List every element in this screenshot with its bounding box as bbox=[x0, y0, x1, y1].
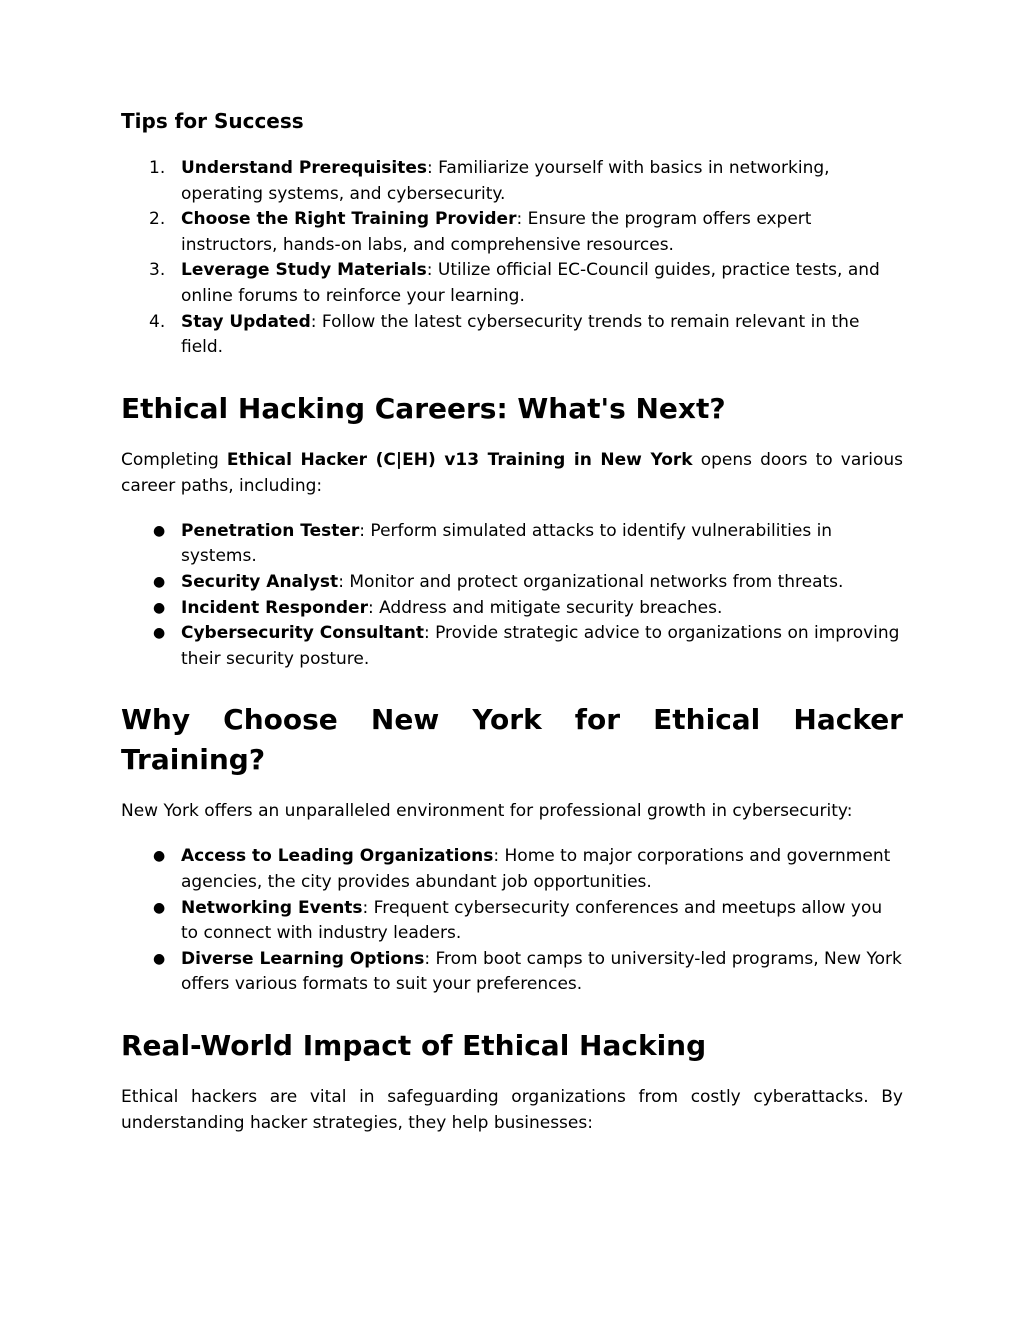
list-item bbox=[121, 207, 903, 258]
newyork-list bbox=[121, 844, 903, 998]
tips-list bbox=[121, 156, 903, 361]
item-term: Security Analyst bbox=[181, 571, 339, 592]
list-item bbox=[121, 947, 903, 998]
item-text: : Familiarize yourself with basics in networking, operating systems, and cybersecurity. bbox=[181, 158, 830, 204]
bullet-icon: ● bbox=[153, 899, 166, 916]
item-text: : Monitor and protect organizational networks from threats. bbox=[338, 571, 844, 592]
item-term: Diverse Learning Options bbox=[181, 948, 425, 969]
careers-intro-end: opens doors to various career paths, including: bbox=[121, 449, 903, 496]
item-text: : Ensure the program offers expert instructors, hands-on labs, and comprehensive resources. bbox=[181, 209, 812, 255]
bullet-icon: ● bbox=[153, 848, 166, 865]
list-item bbox=[121, 596, 903, 622]
careers-heading: Ethical Hacking Careers: What's Next? bbox=[121, 391, 726, 425]
tips-heading: Tips for Success bbox=[121, 109, 304, 133]
item-text: : Provide strategic advice to organizations on improving their security posture. bbox=[181, 623, 900, 669]
document-page bbox=[121, 108, 903, 1156]
bullet-icon: ● bbox=[153, 625, 166, 642]
list-number: 4. bbox=[149, 311, 166, 332]
list-item bbox=[121, 621, 903, 672]
list-item bbox=[121, 156, 903, 207]
item-term: Understand Prerequisites bbox=[181, 158, 428, 178]
item-term: Cybersecurity Consultant bbox=[181, 623, 424, 644]
list-number: 3. bbox=[149, 260, 166, 281]
list-item bbox=[121, 570, 903, 596]
item-term: Penetration Tester bbox=[181, 520, 360, 541]
item-text: : Address and mitigate security breaches. bbox=[367, 597, 723, 618]
newyork-intro: New York offers an unparalleled environment for professional growth in cybersecurity: bbox=[121, 801, 853, 822]
item-text: : Utilize official EC-Council guides, practice tests, and online forums to reinforce your learning. bbox=[181, 260, 880, 306]
list-number: 2. bbox=[149, 209, 166, 230]
careers-intro-start: Completing bbox=[121, 449, 227, 470]
careers-list bbox=[121, 519, 903, 673]
bullet-icon: ● bbox=[153, 522, 166, 539]
item-text: : Perform simulated attacks to identify vulnerabilities in systems. bbox=[181, 520, 833, 567]
item-term: Networking Events bbox=[181, 897, 363, 918]
bullet-icon: ● bbox=[153, 599, 166, 616]
list-item bbox=[121, 844, 903, 895]
newyork-heading: Why Choose New York for Ethical Hacker Training? bbox=[121, 703, 903, 777]
item-text: : Frequent cybersecurity conferences and meetups allow you to connect with industry leaders. bbox=[181, 897, 883, 944]
impact-heading: Real-World Impact of Ethical Hacking bbox=[121, 1028, 707, 1062]
list-number: 1. bbox=[149, 158, 166, 178]
item-term: Access to Leading Organizations bbox=[181, 846, 494, 867]
careers-intro-bold: Ethical Hacker (C|EH) v13 Training in New York bbox=[226, 449, 693, 470]
item-term: Choose the Right Training Provider bbox=[181, 209, 517, 230]
item-term: Leverage Study Materials bbox=[181, 260, 427, 281]
item-term: Incident Responder bbox=[181, 597, 368, 618]
list-item bbox=[121, 310, 903, 361]
item-text: : From boot camps to university-led programs, New York offers various formats to suit your preferences. bbox=[181, 948, 902, 995]
careers-intro bbox=[121, 447, 903, 499]
list-item bbox=[121, 258, 903, 309]
impact-intro: Ethical hackers are vital in safeguarding organizations from costly cyberattacks. By understanding hacker strategies, they help businesses: bbox=[121, 1086, 903, 1133]
bullet-icon: ● bbox=[153, 573, 166, 590]
bullet-icon: ● bbox=[153, 950, 166, 967]
item-text: : Follow the latest cybersecurity trends to remain relevant in the field. bbox=[181, 311, 860, 358]
item-text: : Home to major corporations and government agencies, the city provides abundant job opportunities. bbox=[181, 846, 891, 892]
list-item bbox=[121, 896, 903, 947]
list-item bbox=[121, 519, 903, 570]
item-term: Stay Updated bbox=[181, 311, 311, 332]
